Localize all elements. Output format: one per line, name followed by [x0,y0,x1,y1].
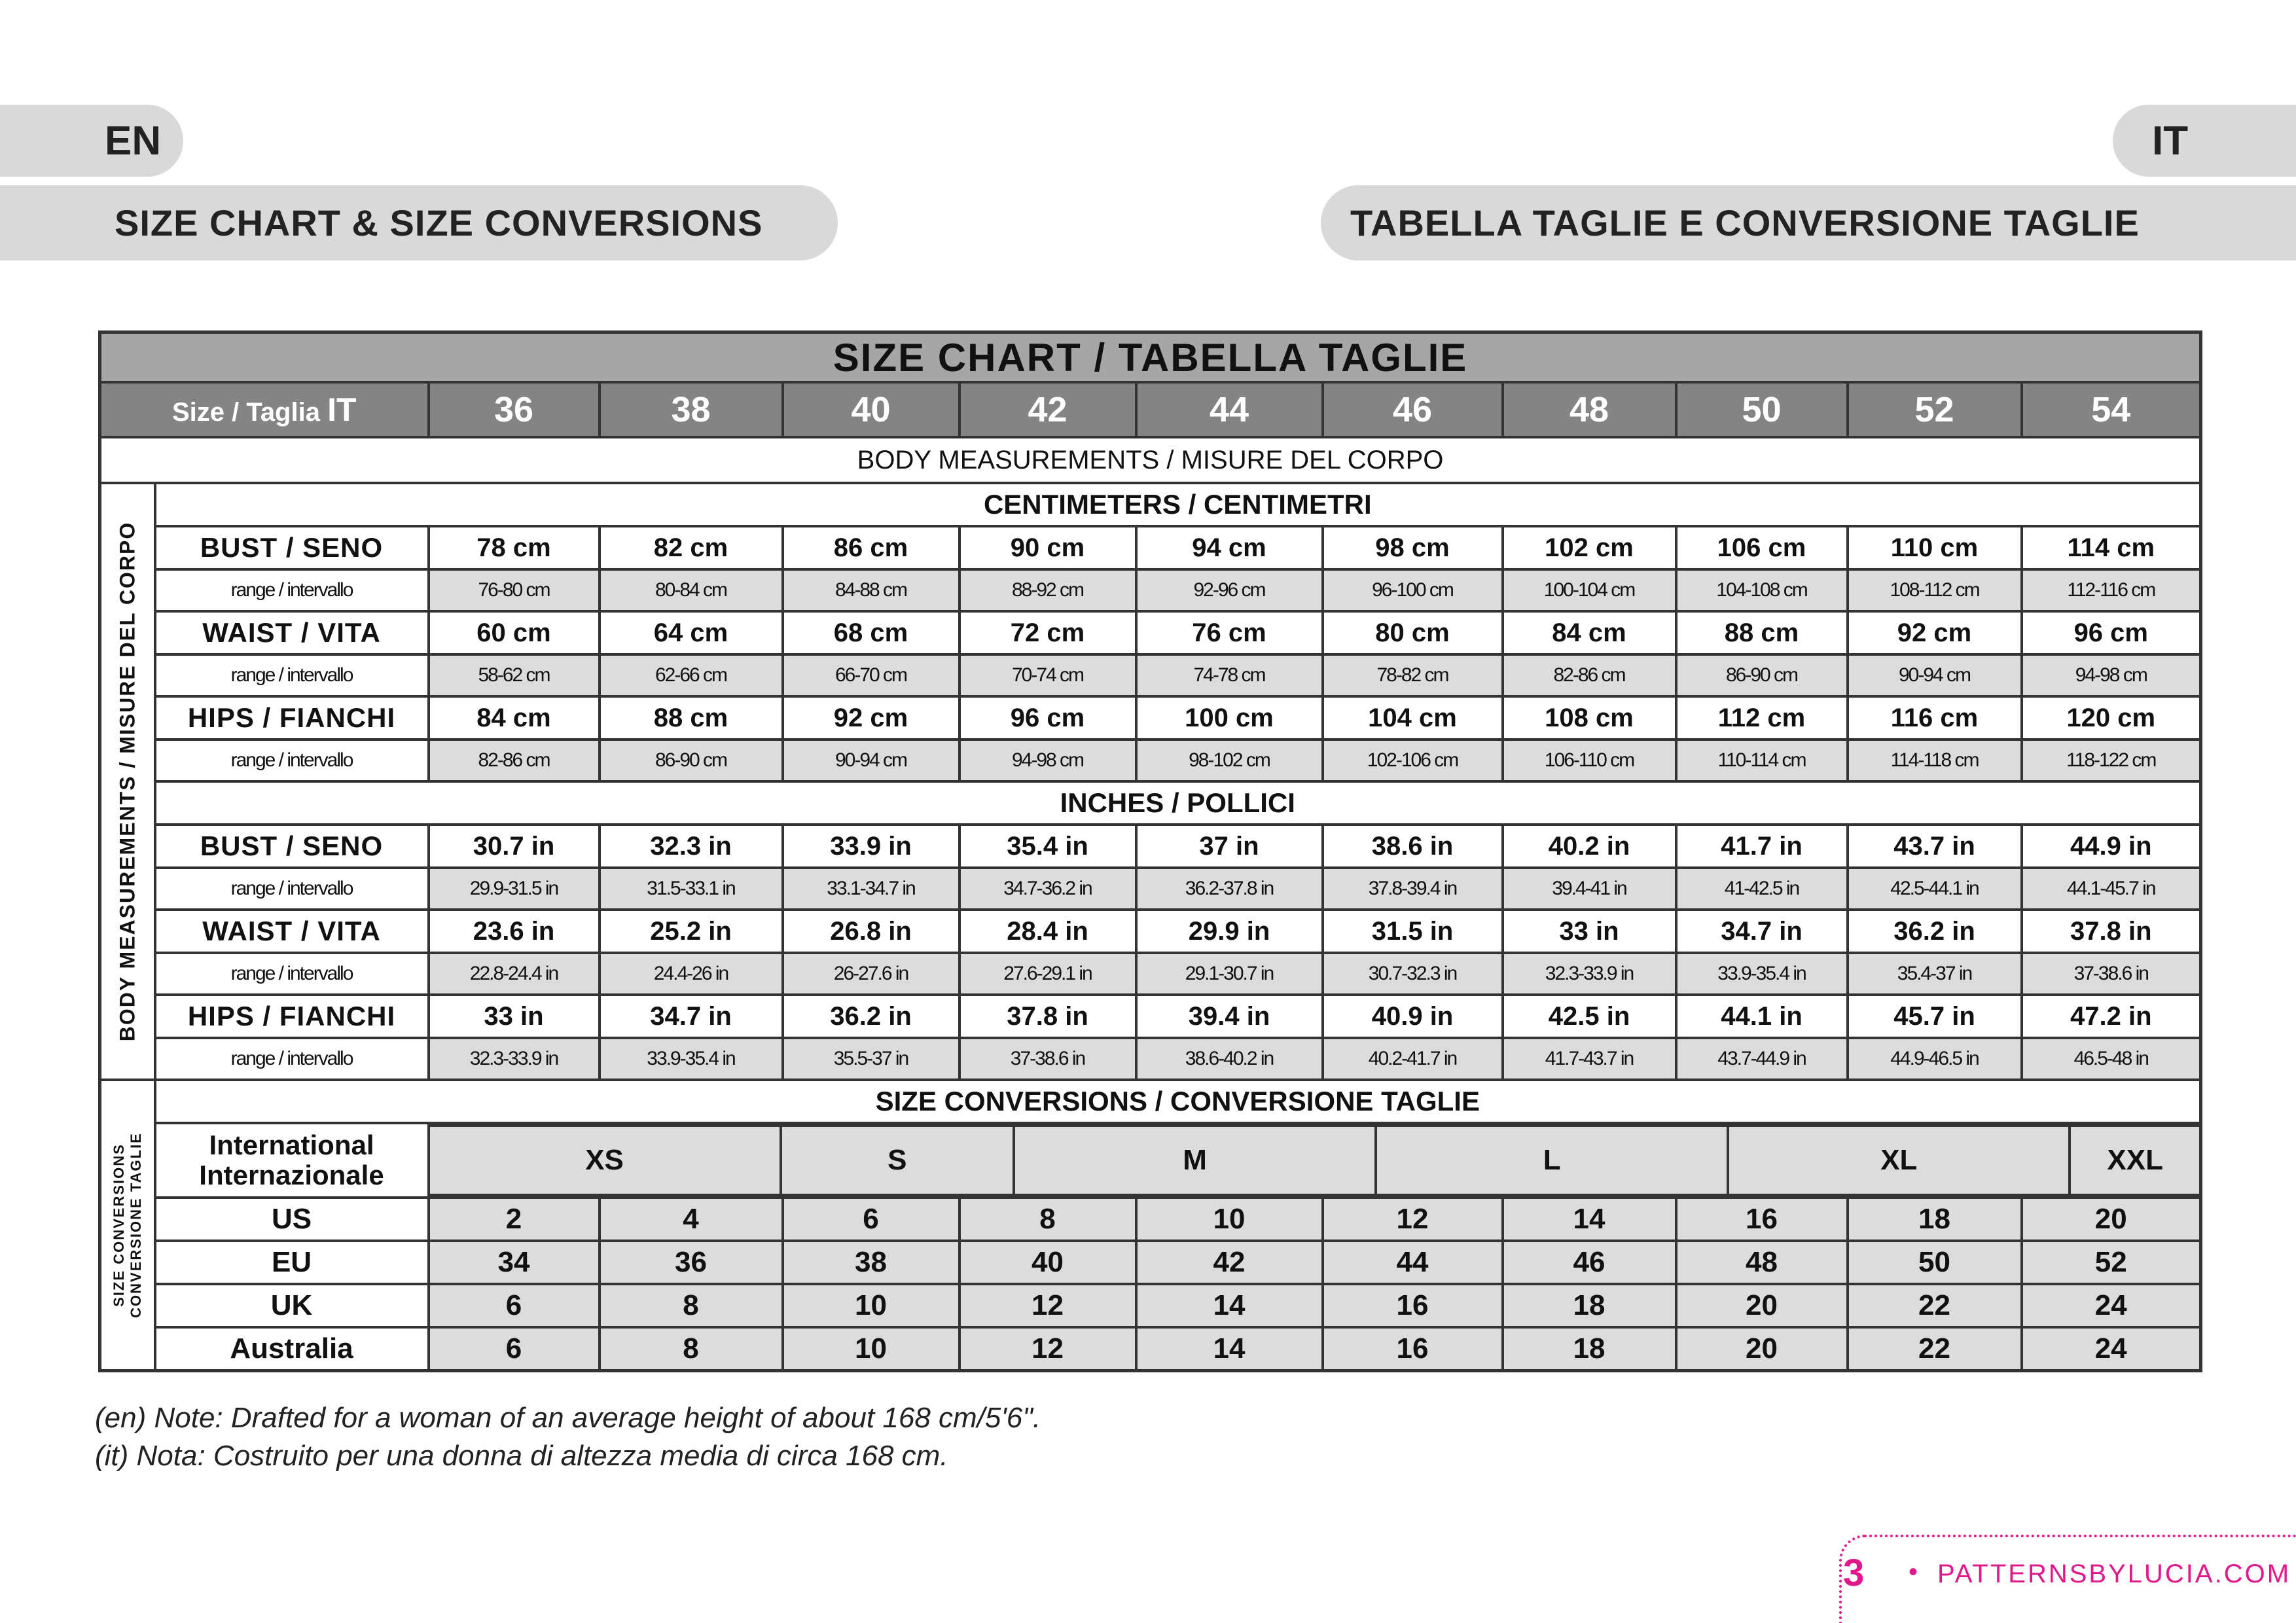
measurement-value: 35.4 in [960,825,1136,868]
range-value: 118-122 cm [2022,740,2201,781]
measurement-value: 112 cm [1676,696,1848,740]
conversion-value: 8 [600,1284,783,1327]
measurement-value: 96 cm [2022,611,2201,654]
measurement-value: 100 cm [1136,696,1323,740]
range-label: range / intervallo [155,654,429,696]
body-heading: BODY MEASUREMENTS / MISURE DEL CORPO [100,437,2201,483]
conversion-value: 36 [600,1241,783,1284]
conversion-value: 16 [1323,1327,1503,1371]
cm-heading-row [100,483,2201,526]
range-value: 84-88 cm [783,569,960,611]
size-header-cell: 54 [2022,382,2201,437]
in-row [100,910,2201,953]
conv-heading-row [100,1080,2201,1123]
range-value: 35.5-37 in [783,1038,960,1080]
measurement-value: 98 cm [1323,526,1503,569]
section-title-en [0,185,838,260]
section-title-en-text: SIZE CHART & SIZE CONVERSIONS [115,202,763,243]
range-value: 114-118 cm [1848,740,2022,781]
measurement-value: 25.2 in [600,910,783,953]
section-title-it-text: TABELLA TAGLIE E CONVERSIONE TAGLIE [1350,202,2140,243]
website-link[interactable]: PATTERNSBYLUCIA.COM [1937,1560,2291,1588]
size-header-cell: 40 [783,382,960,437]
measurement-value: 36.2 in [783,995,960,1038]
conversion-value: 22 [1848,1284,2022,1327]
measurement-value: 76 cm [1136,611,1323,654]
range-value: 34.7-36.2 in [960,868,1136,910]
conversion-value: 12 [1323,1198,1503,1241]
size-header-cell: 46 [1323,382,1503,437]
conversion-value: 48 [1676,1241,1848,1284]
range-value: 112-116 cm [2022,569,2201,611]
range-value: 27.6-29.1 in [960,953,1136,995]
measurement-value: 23.6 in [429,910,600,953]
range-value: 110-114 cm [1676,740,1848,781]
measurement-value: 120 cm [2022,696,2201,740]
conversion-value: 12 [960,1327,1136,1371]
cm-row [100,696,2201,740]
range-value: 66-70 cm [783,654,960,696]
international-size-cell: S [780,1124,1013,1196]
measurement-value: 37 in [1136,825,1323,868]
measurement-value: 28.4 in [960,910,1136,953]
measurement-value: 44.9 in [2022,825,2201,868]
measurement-value: 82 cm [600,526,783,569]
conversion-value: 22 [1848,1327,2022,1371]
measurement-value: 88 cm [600,696,783,740]
range-value: 44.1-45.7 in [2022,868,2201,910]
size-header-cell: 38 [600,382,783,437]
page-number: 3 [1843,1552,1865,1594]
measurement-label: WAIST / VITA [155,611,429,654]
measurement-value: 90 cm [960,526,1136,569]
measurement-value: 44.1 in [1676,995,1848,1038]
range-value: 94-98 cm [960,740,1136,781]
range-value: 33.9-35.4 in [600,1038,783,1080]
in-row [100,995,2201,1038]
range-value: 35.4-37 in [1848,953,2022,995]
side-label-body [100,483,155,1080]
range-value: 78-82 cm [1323,654,1503,696]
measurement-value: 40.2 in [1503,825,1676,868]
conversion-value: 6 [783,1198,960,1241]
international-label-it: Internazionale [199,1160,384,1190]
range-value: 90-94 cm [783,740,960,781]
international-size-cell: XXL [2068,1124,2199,1196]
side-label-body-text: BODY MEASUREMENTS / MISURE DEL CORPO [115,521,139,1042]
measurement-value: 43.7 in [1848,825,2022,868]
conversion-row [100,1284,2201,1327]
range-value: 36.2-37.8 in [1136,868,1323,910]
measurement-value: 34.7 in [600,995,783,1038]
measurement-value: 92 cm [1848,611,2022,654]
range-value: 40.2-41.7 in [1323,1038,1503,1080]
measurement-value: 42.5 in [1503,995,1676,1038]
conversion-value: 8 [960,1198,1136,1241]
range-value: 26-27.6 in [783,953,960,995]
size-label-prefix: Size / Taglia [171,398,328,427]
range-value: 82-86 cm [1503,654,1676,696]
international-sizes-strip [430,1124,2200,1196]
size-header-cell: 36 [429,382,600,437]
conv-heading: SIZE CONVERSIONS / CONVERSIONE TAGLIE [155,1080,2201,1123]
range-value: 58-62 cm [429,654,600,696]
measurement-value: 37.8 in [2022,910,2201,953]
range-value: 29.9-31.5 in [429,868,600,910]
conversion-value: 14 [1503,1198,1676,1241]
conversion-label: US [155,1198,429,1241]
conversion-value: 50 [1848,1241,2022,1284]
international-sizes [429,1123,2201,1198]
conversion-value: 14 [1136,1284,1323,1327]
conversion-value: 20 [1676,1327,1848,1371]
cm-heading: CENTIMETERS / CENTIMETRI [155,483,2201,526]
in-range-row [100,953,2201,995]
range-label: range / intervallo [155,1038,429,1080]
conversion-value: 4 [600,1198,783,1241]
language-it-label: IT [2152,118,2189,164]
cm-row [100,526,2201,569]
measurement-value: 94 cm [1136,526,1323,569]
cm-range-row [100,654,2201,696]
size-header-cell: 44 [1136,382,1323,437]
conversion-value: 46 [1503,1241,1676,1284]
conversion-value: 16 [1323,1284,1503,1327]
measurement-value: 40.9 in [1323,995,1503,1038]
conversion-value: 44 [1323,1241,1503,1284]
range-value: 86-90 cm [600,740,783,781]
conversion-value: 52 [2022,1241,2201,1284]
measurement-value: 33 in [429,995,600,1038]
conversion-value: 16 [1676,1198,1848,1241]
measurement-value: 34.7 in [1676,910,1848,953]
measurement-value: 116 cm [1848,696,2022,740]
range-value: 30.7-32.3 in [1323,953,1503,995]
measurement-value: 80 cm [1323,611,1503,654]
measurement-value: 38.6 in [1323,825,1503,868]
cm-range-row [100,740,2201,781]
conversion-value: 42 [1136,1241,1323,1284]
language-tab-it [2113,105,2296,177]
measurement-value: 92 cm [783,696,960,740]
range-value: 46.5-48 in [2022,1038,2201,1080]
measurement-value: 104 cm [1323,696,1503,740]
size-label-suffix: IT [327,391,357,428]
range-value: 102-106 cm [1323,740,1503,781]
international-size-cell: M [1013,1124,1374,1196]
range-label: range / intervallo [155,740,429,781]
measurement-value: 26.8 in [783,910,960,953]
section-title-it [1321,185,2296,260]
measurement-value: 72 cm [960,611,1136,654]
conversion-value: 18 [1503,1327,1676,1371]
language-en-label: EN [105,118,162,164]
title-row [100,332,2201,383]
measurement-label: HIPS / FIANCHI [155,696,429,740]
range-value: 37-38.6 in [960,1038,1136,1080]
in-heading-row [100,781,2201,825]
measurement-value: 37.8 in [960,995,1136,1038]
side-label-conv-text [111,1132,145,1318]
conversion-label: Australia [155,1327,429,1371]
side-label-conv [100,1080,155,1371]
conversion-value: 6 [429,1327,600,1371]
in-heading: INCHES / POLLICI [155,781,2201,825]
measurement-value: 29.9 in [1136,910,1323,953]
measurement-value: 84 cm [429,696,600,740]
conversion-value: 20 [1676,1284,1848,1327]
range-value: 100-104 cm [1503,569,1676,611]
measurement-label: HIPS / FIANCHI [155,995,429,1038]
range-value: 80-84 cm [600,569,783,611]
measurement-value: 64 cm [600,611,783,654]
conversion-value: 24 [2022,1327,2201,1371]
range-value: 37.8-39.4 in [1323,868,1503,910]
range-value: 42.5-44.1 in [1848,868,2022,910]
range-value: 38.6-40.2 in [1136,1038,1323,1080]
conversion-value: 14 [1136,1327,1323,1371]
body-heading-row [100,437,2201,483]
measurement-value: 106 cm [1676,526,1848,569]
note-it: (it) Nota: Costruito per una donna di altezza media di circa 168 cm. [95,1440,948,1472]
range-value: 41.7-43.7 in [1503,1038,1676,1080]
range-value: 33.1-34.7 in [783,868,960,910]
range-value: 62-66 cm [600,654,783,696]
cm-row [100,611,2201,654]
range-label: range / intervallo [155,868,429,910]
range-value: 32.3-33.9 in [429,1038,600,1080]
measurement-label: WAIST / VITA [155,910,429,953]
measurement-value: 41.7 in [1676,825,1848,868]
size-row [100,382,2201,437]
range-value: 33.9-35.4 in [1676,953,1848,995]
range-value: 82-86 cm [429,740,600,781]
range-value: 86-90 cm [1676,654,1848,696]
conversion-value: 8 [600,1327,783,1371]
range-value: 32.3-33.9 in [1503,953,1676,995]
footer-bullet: • [1909,1558,1918,1586]
range-value: 106-110 cm [1503,740,1676,781]
range-value: 98-102 cm [1136,740,1323,781]
measurement-value: 33.9 in [783,825,960,868]
conversion-value: 2 [429,1198,600,1241]
in-row [100,825,2201,868]
range-value: 41-42.5 in [1676,868,1848,910]
measurement-value: 30.7 in [429,825,600,868]
in-range-row [100,868,2201,910]
range-value: 24.4-26 in [600,953,783,995]
measurement-value: 31.5 in [1323,910,1503,953]
size-header-cell: 42 [960,382,1136,437]
conversion-value: 24 [2022,1284,2201,1327]
conversion-value: 20 [2022,1198,2201,1241]
range-value: 37-38.6 in [2022,953,2201,995]
measurement-value: 114 cm [2022,526,2201,569]
measurement-value: 110 cm [1848,526,2022,569]
conversion-value: 18 [1848,1198,2022,1241]
measurement-value: 68 cm [783,611,960,654]
conversion-row [100,1327,2201,1371]
conversion-row [100,1241,2201,1284]
measurement-value: 86 cm [783,526,960,569]
measurement-label: BUST / SENO [155,526,429,569]
range-value: 108-112 cm [1848,569,2022,611]
conversion-value: 34 [429,1241,600,1284]
size-header-cell: 52 [1848,382,2022,437]
note-en: (en) Note: Drafted for a woman of an average height of about 168 cm/5'6". [95,1402,1041,1434]
measurement-value: 39.4 in [1136,995,1323,1038]
measurement-value: 108 cm [1503,696,1676,740]
range-value: 96-100 cm [1323,569,1503,611]
range-value: 39.4-41 in [1503,868,1676,910]
size-header-cell: 50 [1676,382,1848,437]
conversion-label: UK [155,1284,429,1327]
cm-range-row [100,569,2201,611]
international-size-cell: XS [430,1124,780,1196]
range-value: 43.7-44.9 in [1676,1038,1848,1080]
measurement-value: 45.7 in [1848,995,2022,1038]
range-value: 94-98 cm [2022,654,2201,696]
range-value: 74-78 cm [1136,654,1323,696]
range-value: 92-96 cm [1136,569,1323,611]
size-header-cell: 48 [1503,382,1676,437]
range-value: 31.5-33.1 in [600,868,783,910]
measurement-value: 102 cm [1503,526,1676,569]
range-value: 76-80 cm [429,569,600,611]
side-label-conv-line2: CONVERSIONE TAGLIE [127,1132,144,1318]
international-size-cell: XL [1727,1124,2068,1196]
international-label-en: International [209,1130,374,1160]
measurement-value: 32.3 in [600,825,783,868]
international-label [155,1123,429,1198]
measurement-value: 96 cm [960,696,1136,740]
range-value: 29.1-30.7 in [1136,953,1323,995]
range-label: range / intervallo [155,953,429,995]
range-value: 90-94 cm [1848,654,2022,696]
notes [95,1399,1041,1475]
table-title: SIZE CHART / TABELLA TAGLIE [100,332,2201,383]
measurement-value: 60 cm [429,611,600,654]
conversion-label: EU [155,1241,429,1284]
international-row [100,1123,2201,1198]
size-chart [98,330,2199,1372]
international-size-cell: L [1374,1124,1727,1196]
range-value: 70-74 cm [960,654,1136,696]
conversion-value: 10 [783,1327,960,1371]
measurement-value: 33 in [1503,910,1676,953]
conversion-value: 12 [960,1284,1136,1327]
conversion-value: 18 [1503,1284,1676,1327]
range-label: range / intervallo [155,569,429,611]
conversion-value: 10 [1136,1198,1323,1241]
measurement-value: 84 cm [1503,611,1676,654]
in-range-row [100,1038,2201,1080]
measurement-value: 47.2 in [2022,995,2201,1038]
conversion-value: 38 [783,1241,960,1284]
language-tab-en [0,105,183,177]
measurement-value: 88 cm [1676,611,1848,654]
range-value: 88-92 cm [960,569,1136,611]
range-value: 44.9-46.5 in [1848,1038,2022,1080]
measurement-value: 36.2 in [1848,910,2022,953]
side-label-conv-line1: SIZE CONVERSIONS [110,1143,127,1307]
range-value: 22.8-24.4 in [429,953,600,995]
conversion-value: 6 [429,1284,600,1327]
size-header-label [100,382,429,437]
range-value: 104-108 cm [1676,569,1848,611]
size-chart-table [98,330,2202,1372]
measurement-value: 78 cm [429,526,600,569]
conversion-value: 40 [960,1241,1136,1284]
measurement-label: BUST / SENO [155,825,429,868]
conversion-row [100,1198,2201,1241]
conversion-value: 10 [783,1284,960,1327]
